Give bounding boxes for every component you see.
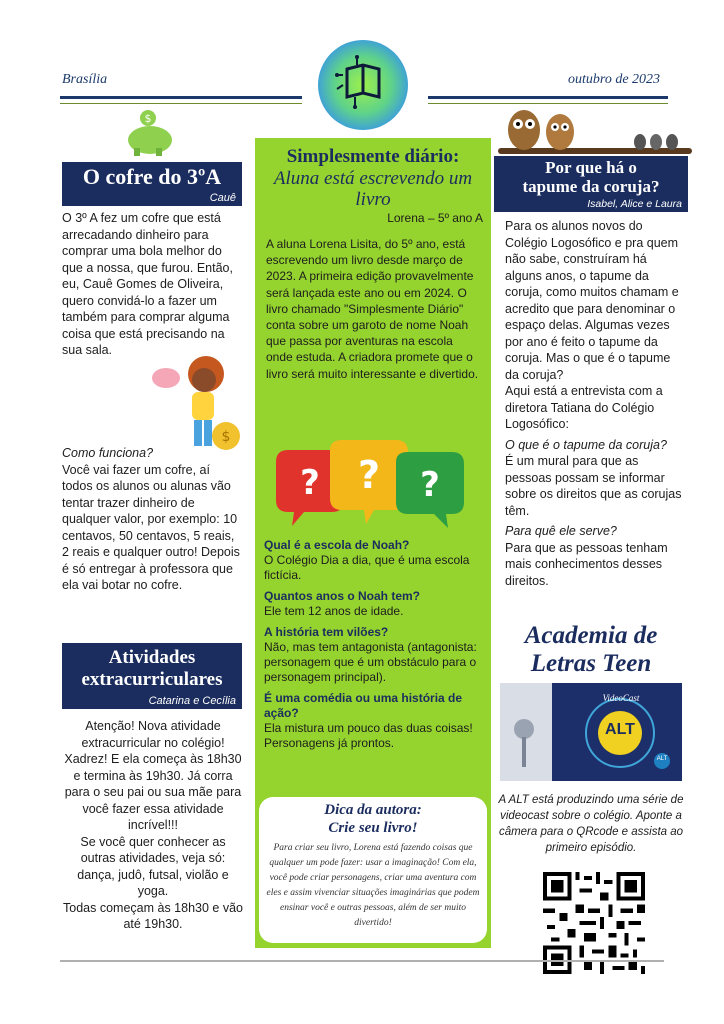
atividades-title-box	[62, 643, 242, 709]
question-bubbles-illustration	[270, 440, 470, 536]
header-rule-left-thin	[60, 103, 302, 104]
tapume-author: Isabel, Alice e Laura	[587, 198, 682, 210]
dica-body: Para criar seu livro, Lorena está fazendo coisas que qualquer um pode fazer: usar a imaginação! Com ela, você pode criar personagens, criar uma aventura com eles e assim vivenciar situações imaginárias que podem ensinar você e outras pessoas, além de ser muito divertido!	[266, 843, 480, 928]
piggy-bank-icon	[120, 108, 176, 158]
book-circuit-logo-icon	[335, 55, 391, 111]
videocast-caption: A ALT está produzindo uma série de videocast sobre o colégio. Aponte a câmera para o QRcode e assista ao primeiro episódio.	[498, 794, 684, 854]
header-date: outubro de 2023	[568, 72, 661, 87]
tapume-title-box	[494, 156, 688, 212]
svg-text:$: $	[221, 429, 231, 445]
diario-byline: Lorena – 5º ano A	[387, 211, 483, 225]
girl-with-piggy-bank-illustration	[146, 350, 246, 460]
qr-code-icon	[543, 872, 645, 974]
qa-item	[264, 589, 484, 619]
atividades-title	[62, 647, 242, 691]
atividades-paragraph1: Atenção! Nova atividade extracurricular no colégio! Xadrez! E ela começa às 18h30 e termina às 19h30. Já corra para o seu pai ou sua mãe para você fazer essa atividade incrível!!!	[64, 719, 242, 832]
atividades-author: Catarina e Cecília	[148, 695, 236, 707]
cofre-answer: Você vai fazer um cofre, aí todos os alunos ou alunas vão tentar trazer dinheiro de qualquer valor, por exemplo: 10 centavos, 50 centavos, 5 reais, 2 reais e qualquer outro! Depois é só entregar à professora que ela vai botar no cofre.	[62, 462, 240, 592]
academia-title	[494, 622, 688, 678]
diario-paragraph: A aluna Lorena Lisita, do 5º ano, está escrevendo um livro desde março de 2023. A primeira edição provavelmente será lançada este ano ou em 2024. O livro chamado "Simplesmente Diário" conta sobre um garoto de nome Noah que passa por aventuras na escola onde estuda. A criadora promete que o livro será muito interessante e divertido.	[266, 237, 479, 381]
qa-item	[264, 691, 484, 751]
videocast-small-badge: ALT	[656, 756, 668, 762]
qa-answer: Ela mistura um pouco das duas coisas! Personagens já prontos.	[264, 721, 473, 750]
qa-item	[264, 538, 484, 583]
qa-question: Qual é a escola de Noah?	[264, 538, 410, 552]
academia-title-line2: Letras Teen	[530, 650, 652, 677]
atividades-paragraph3: Todas começam às 18h30 e vão até 19h30.	[63, 900, 243, 931]
diario-subtitle: Aluna está escrevendo um livro	[273, 168, 473, 210]
atividades-body	[62, 718, 244, 933]
academia-title-line1: Academia de	[524, 622, 658, 649]
svg-text:$: $	[144, 112, 152, 125]
cofre-paragraph: O 3º A fez um cofre que está arrecadando dinheiro para comprar uma bola melhor do que a nossa, que furou. Então, eu, Cauê Gomes de Oliveira, quero convidá-lo a fazer um também para comprar alguma coisa que está precisando na sua sala.	[62, 211, 233, 357]
dica-title-line1: Dica da autora:	[324, 802, 422, 818]
atividades-paragraph2: Se você quer conhecer as outras atividades, veja só: dança, judô, futsal, violão e yoga.	[77, 834, 229, 898]
tapume-answer2: Para que as pessoas tenham mais conhecimentos desses direitos.	[505, 540, 668, 588]
videocast-banner[interactable]	[500, 683, 682, 781]
svg-text:?: ?	[300, 463, 320, 503]
tapume-title-line1: Por que há o	[545, 158, 637, 177]
dica-title-line2: Crie seu livro!	[328, 820, 418, 836]
tapume-question2: Para quê ele serve?	[505, 524, 617, 538]
cofre-question	[62, 445, 244, 594]
tapume-title	[494, 158, 688, 196]
atividades-title-line2: extracurriculares	[81, 669, 223, 690]
tapume-intro: Aqui está a entrevista com a diretora Tatiana do Colégio Logosófico:	[505, 384, 663, 431]
qa-question: É uma comédia ou uma história de ação?	[264, 691, 463, 720]
tapume-title-line2: tapume da coruja?	[522, 177, 660, 196]
videocast-label: VideoCast	[602, 693, 640, 703]
qa-answer: O Colégio Dia a dia, que é uma escola fictícia.	[264, 553, 470, 582]
qa-answer: Ele tem 12 anos de idade.	[264, 604, 404, 618]
qr-code[interactable]	[543, 872, 645, 974]
tapume-body	[505, 218, 687, 589]
footer-rule	[60, 960, 664, 962]
qa-question: Quantos anos o Noah tem?	[264, 589, 421, 603]
cofre-title: O cofre do 3ºA	[82, 164, 222, 189]
dica-title	[259, 801, 487, 837]
qa-question: A história tem vilões?	[264, 625, 389, 639]
diario-qa-list	[264, 538, 484, 751]
header-city: Brasília	[62, 72, 108, 87]
tapume-answer1: É um mural para que as pessoas possam se informar sobre os direitos que as corujas têm.	[505, 454, 682, 518]
svg-text:?: ?	[420, 465, 440, 505]
diario-header	[255, 146, 491, 227]
header-rule-right	[428, 96, 668, 99]
tapume-paragraph: Para os alunos novos do Colégio Logosófico e pra quem não sabe, construíram há alguns anos, o tapume da coruja, como muitos chamam e acredito que para denominar o espaço delas. Algumas vezes por ano é feito o tapume da coruja. Mas o que é o tapume da coruja?	[505, 219, 679, 382]
qa-answer: Não, mas tem antagonista (antagonista: personagem que é um obstáculo para o personagem principal).	[264, 640, 477, 684]
cofre-title-box	[62, 162, 242, 206]
videocast-badge: ALT	[605, 721, 635, 738]
diario-title: Simplesmente diário:	[286, 146, 460, 167]
atividades-title-line1: Atividades	[108, 647, 196, 668]
dica-da-autora-box	[259, 797, 487, 943]
tapume-question1: O que é o tapume da coruja?	[505, 437, 667, 452]
owls-on-branch-illustration	[498, 104, 692, 164]
cofre-question-label: Como funciona?	[62, 446, 154, 460]
qa-item	[264, 625, 484, 685]
svg-text:?: ?	[357, 453, 381, 497]
header-rule-left	[60, 96, 302, 99]
cofre-author: Cauê	[209, 192, 236, 204]
